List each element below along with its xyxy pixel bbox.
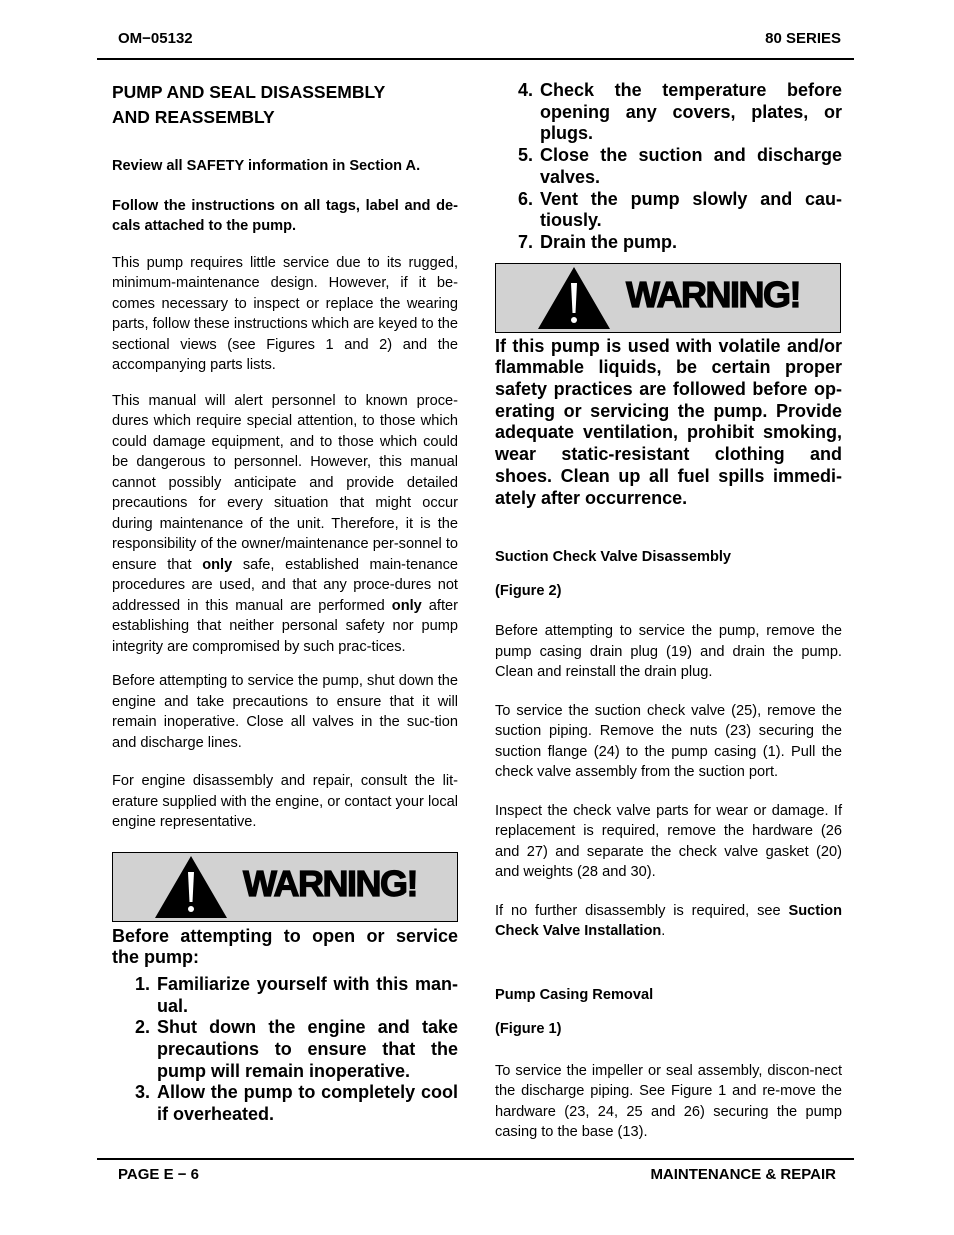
step-text: Familiarize yourself with this man-ual. — [157, 973, 458, 1016]
step-text: Drain the pump. — [540, 231, 678, 252]
step-1 — [135, 974, 458, 1017]
warning-label: WARNING! — [243, 862, 417, 904]
warning-banner — [495, 263, 841, 333]
step-7 — [518, 232, 842, 254]
alert-text-3: after establishing that neither personal safety nor pump integrity are compromised by such prac-tices. — [112, 597, 458, 655]
warning-triangle-icon — [153, 854, 229, 920]
safety-review-note: Review all SAFETY information in Section A. — [112, 158, 421, 174]
right-column — [495, 80, 842, 1143]
step-text: Shut down the engine and take precautions to ensure that the pump will remain inoperative. — [157, 1017, 458, 1081]
section-title-line1: PUMP AND SEAL DISASSEMBLY — [112, 82, 386, 102]
header-rule — [97, 58, 854, 60]
reference-text: If no further disassembly is required, see — [495, 902, 781, 919]
period: . — [661, 923, 666, 940]
inspect-paragraph: Inspect the check valve parts for wear or damage. If replacement is required, remove the hardware (26 and 27) and separate the check valve gasket (20) and weights (28 and 30). — [495, 802, 842, 881]
step-number: 2. — [135, 1017, 151, 1038]
alert-paragraph — [112, 391, 458, 658]
check-valve-paragraph: To service the suction check valve (25), remove the suction piping. Remove the nuts (23) securing the suction flange (24) to the pump casing (1). Pull the check valve assembly from the suction port. — [495, 702, 842, 781]
before-open-heading: Before attempting to open or service the pump: — [112, 925, 458, 968]
casing-removal-paragraph: To service the impeller or seal assembly, discon-nect the discharge piping. See Figure 1 and re-move the hardware (23, 24, 25 and 26) securing the pump casing to the base (13). — [495, 1062, 842, 1141]
drain-paragraph: Before attempting to service the pump, remove the pump casing drain plug (19) and drain the pump. Clean and reinstall the drain plug. — [495, 623, 842, 681]
step-5 — [518, 145, 842, 188]
step-text: Vent the pump slowly and cau-tiously. — [540, 188, 842, 231]
page-number: PAGE E − 6 — [118, 1166, 200, 1183]
precaution-steps-right — [495, 80, 842, 254]
alert-text-2: safe, established main-tenance procedures are used, and that any proce-dures not addressed in this manual are performed — [112, 556, 458, 614]
tags-note: Follow the instructions on all tags, label and de-cals attached to the pump. — [112, 197, 458, 234]
document-id: OM−05132 — [118, 30, 193, 47]
figure-reference: (Figure 2) — [495, 583, 562, 600]
step-2 — [135, 1017, 458, 1082]
step-text: Close the suction and discharge valves. — [540, 145, 842, 187]
step-number: 4. — [518, 80, 534, 100]
step-number: 6. — [518, 188, 534, 209]
warning-banner — [112, 852, 458, 922]
step-4 — [518, 80, 842, 145]
installation-reference: Suction Check Valve Installation — [495, 902, 842, 940]
step-text: Allow the pump to completely cool if overheated. — [157, 1082, 458, 1125]
further-disassembly-paragraph — [495, 901, 842, 942]
series-label: 80 SERIES — [765, 30, 841, 47]
warning-triangle-icon — [536, 265, 612, 331]
step-number: 7. — [518, 231, 534, 252]
figure-reference: (Figure 1) — [495, 1020, 562, 1037]
emphasis-only-1: only — [202, 556, 233, 573]
shutdown-paragraph: Before attempting to service the pump, shut down the engine and take precautions to ensure that it will remain inoperative. Close all valves in the suc-tion and discharge lines. — [112, 673, 458, 751]
alert-text-1: This manual will alert personnel to known proce-dures which require special attention, to those which could damage equipment, and to those which could be dangerous to personnel. However, this manual cannot possibly anticipate and provide detailed precautions for every situation that might occur during maintenance of the unit. Therefore, it is the responsibility of the owner/maintenance per-sonnel to ensure that — [112, 392, 458, 573]
flammable-warning-text: If this pump is used with volatile and/or flammable liquids, be certain proper safety practices are followed before op-erating or servicing the pump. Provide adequate ventilation, prohibit smoking, wear static-resistant clothing and shoes. Clean up all fuel spills immedi-ately after occurrence. — [495, 335, 842, 508]
emphasis-only-2: only — [391, 597, 422, 614]
step-6 — [518, 189, 842, 232]
section-name: MAINTENANCE & REPAIR — [650, 1166, 836, 1183]
step-3 — [135, 1082, 458, 1125]
step-number: 5. — [518, 145, 534, 166]
left-column — [112, 80, 458, 1126]
engine-paragraph: For engine disassembly and repair, consult the lit-erature supplied with the engine, or contact your local engine representative. — [112, 773, 458, 830]
precaution-steps-left — [112, 974, 458, 1126]
intro-paragraph: This pump requires little service due to its rugged, minimum-maintenance design. However, if it be-comes necessary to inspect or replace the wearing parts, follow these instructions which are keyed to the sectional views (see Figures 1 and 2) and the accompanying parts lists. — [112, 254, 458, 373]
step-number: 1. — [135, 973, 151, 994]
subsection-title: Suction Check Valve Disassembly — [495, 549, 732, 566]
subsection-title: Pump Casing Removal — [495, 986, 654, 1003]
footer-rule — [97, 1158, 854, 1160]
section-title-line2: AND REASSEMBLY — [112, 107, 275, 127]
step-text: Check the temperature before opening any covers, plates, or plugs. — [540, 80, 842, 144]
step-number: 3. — [135, 1082, 151, 1103]
warning-label: WARNING! — [626, 273, 800, 315]
